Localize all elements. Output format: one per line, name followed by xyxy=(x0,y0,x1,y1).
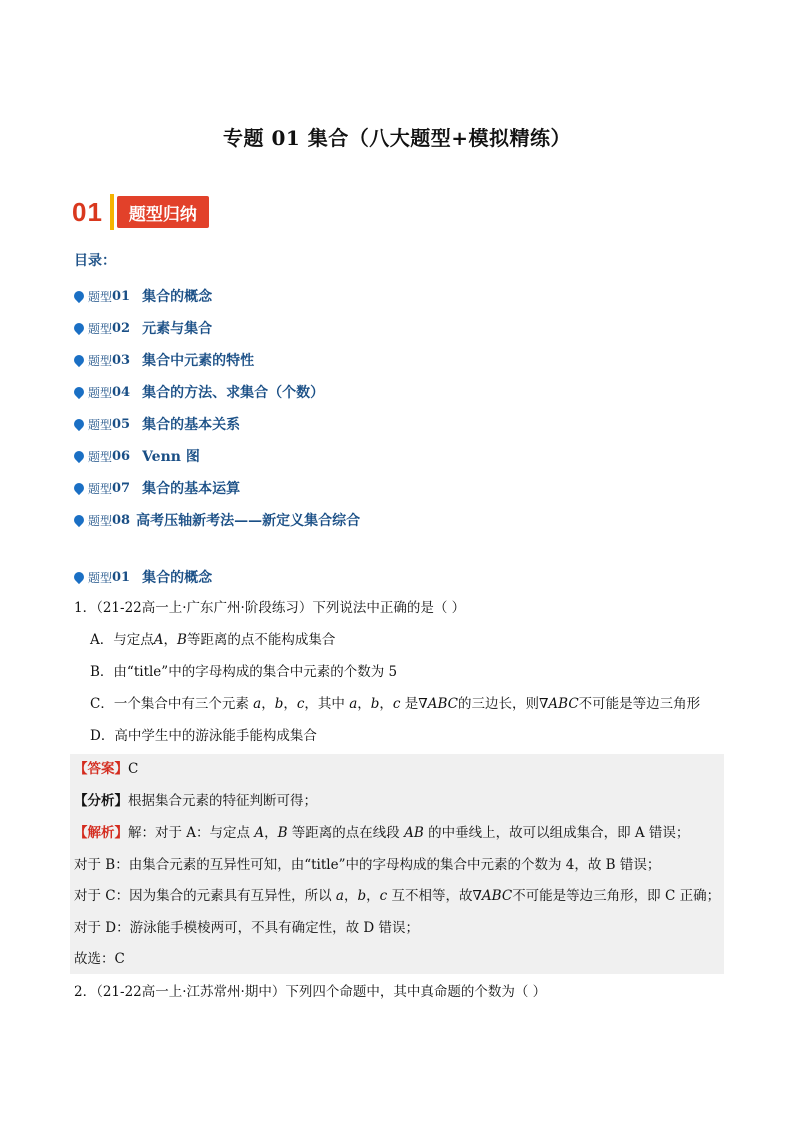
text: 互不相等，故 xyxy=(387,888,473,904)
math-triangle: ∇ABC xyxy=(418,696,458,712)
math-var: A xyxy=(153,632,164,648)
question-2-stem: 2．（21-22高一上·江苏常州·期中）下列四个命题中，其中真命题的个数为（ ） xyxy=(74,984,547,1000)
text: ， xyxy=(264,825,278,841)
solution-line-5: 故选：C xyxy=(74,951,125,967)
text: ， xyxy=(343,888,358,904)
text: ， xyxy=(379,696,393,712)
toc-item-number: 07 xyxy=(112,480,131,496)
toc-heading: 目录： xyxy=(74,253,116,269)
math-triangle: ∇ABC xyxy=(538,696,579,712)
toc-item-06[interactable] xyxy=(74,440,360,472)
math-var: b xyxy=(357,888,367,904)
toc-item-title: 集合的概念 xyxy=(142,289,213,305)
math-var: B xyxy=(277,825,288,841)
text: ， xyxy=(261,696,275,712)
location-pin-icon xyxy=(72,321,86,335)
text: ， xyxy=(283,696,297,712)
location-pin-icon xyxy=(72,353,86,367)
text: 等距离的点不能构成集合 xyxy=(186,632,336,648)
math-var: A xyxy=(254,825,265,841)
section-badge-divider xyxy=(110,194,114,230)
text: 不可能是等边三角形，即 C 正确； xyxy=(512,888,721,904)
section-heading-number: 01 xyxy=(112,569,131,585)
math-var: a xyxy=(335,888,344,904)
analysis-line xyxy=(74,791,317,811)
toc-item-tag: 题型 xyxy=(88,481,113,496)
solution-line-3 xyxy=(74,886,720,906)
location-pin-icon xyxy=(72,513,86,527)
toc-item-03[interactable] xyxy=(74,344,360,376)
location-pin-icon xyxy=(72,570,86,584)
toc-item-title: 集合的基本关系 xyxy=(142,417,241,433)
math-var: b xyxy=(370,696,380,712)
text: 对于 C：因为集合的元素具有互异性，所以 xyxy=(74,888,336,904)
toc-item-02[interactable] xyxy=(74,312,360,344)
question-1-option-d: D．高中学生中的游泳能手能构成集合 xyxy=(90,728,317,744)
answer-tag: 【答案】 xyxy=(74,761,128,777)
text: 不可能是等边三角形 xyxy=(578,696,701,712)
text: 的中垂线上，故可以组成集合，即 A 错误； xyxy=(423,825,690,841)
answer-value: C xyxy=(128,761,139,777)
toc-item-number: 08 xyxy=(112,512,131,528)
toc-item-tag: 题型 xyxy=(88,385,113,400)
math-var: b xyxy=(274,696,284,712)
solution-tag: 【解析】 xyxy=(74,825,128,841)
toc-item-number: 05 xyxy=(112,416,131,432)
section-badge-label: 题型归纳 xyxy=(117,196,209,228)
location-pin-icon xyxy=(72,385,86,399)
toc-item-01[interactable] xyxy=(74,280,360,312)
section-heading-tag: 题型 xyxy=(88,570,113,585)
toc-item-tag: 题型 xyxy=(88,321,113,336)
analysis-tag: 【分析】 xyxy=(74,793,128,809)
solution-line-2: 对于 B：由集合元素的互异性可知，由“title”中的字母构成的集合中元素的个数为 4，故 B 错误； xyxy=(74,857,661,873)
toc-item-number: 04 xyxy=(112,384,131,400)
location-pin-icon xyxy=(72,417,86,431)
toc-item-tag: 题型 xyxy=(88,417,113,432)
toc-item-number: 02 xyxy=(112,320,131,336)
table-of-contents xyxy=(74,280,360,536)
toc-item-title: 高考压轴新考法——新定义集合综合 xyxy=(136,513,361,529)
location-pin-icon xyxy=(72,481,86,495)
toc-item-05[interactable] xyxy=(74,408,360,440)
math-var: B xyxy=(177,632,187,648)
text: ，其中 xyxy=(304,696,350,712)
solution-line-4: 对于 D：游泳能手模棱两可，不具有确定性，故 D 错误； xyxy=(74,920,420,936)
solution-line-1 xyxy=(74,823,689,843)
toc-item-number: 01 xyxy=(112,288,131,304)
text: ， xyxy=(357,696,371,712)
math-triangle: ∇ABC xyxy=(472,888,513,904)
section-badge xyxy=(72,192,209,232)
math-var: a xyxy=(349,696,358,712)
math-var: AB xyxy=(404,825,424,841)
question-1-option-b: B．由“title”中的字母构成的集合中元素的个数为 5 xyxy=(90,664,398,680)
text: 等距离的点在线段 xyxy=(287,825,405,841)
document-title: 专题 01 集合（八大题型+模拟精练） xyxy=(222,126,571,150)
toc-item-title: Venn 图 xyxy=(142,449,200,465)
toc-item-title: 集合的方法、求集合（个数） xyxy=(142,385,325,401)
toc-item-tag: 题型 xyxy=(88,289,113,304)
math-var: c xyxy=(379,888,388,904)
math-var: c xyxy=(296,696,305,712)
question-1-option-c xyxy=(90,694,700,714)
section-badge-number: 01 xyxy=(72,196,103,227)
toc-item-07[interactable] xyxy=(74,472,360,504)
toc-item-04[interactable] xyxy=(74,376,360,408)
text: 的三边长，则 xyxy=(457,696,539,712)
toc-item-title: 集合的基本运算 xyxy=(142,481,241,497)
text: 是 xyxy=(400,696,419,712)
toc-item-tag: 题型 xyxy=(88,353,113,368)
question-1-stem: 1．（21-22高一上·广东广州·阶段练习）下列说法中正确的是（ ） xyxy=(74,600,466,616)
location-pin-icon xyxy=(72,449,86,463)
toc-item-08[interactable] xyxy=(74,504,360,536)
answer-line xyxy=(74,759,138,779)
section-heading-title: 集合的概念 xyxy=(142,570,213,586)
math-var: a xyxy=(253,696,262,712)
toc-item-number: 06 xyxy=(112,448,131,464)
math-var: c xyxy=(392,696,401,712)
text: A．与定点 xyxy=(90,632,154,648)
toc-item-tag: 题型 xyxy=(88,449,113,464)
text: C．一个集合中有三个元素 xyxy=(90,696,254,712)
section-heading xyxy=(74,566,212,588)
text: 解：对于 A：与定点 xyxy=(128,825,255,841)
toc-item-title: 元素与集合 xyxy=(142,321,213,337)
text: ， xyxy=(366,888,380,904)
text: ， xyxy=(163,632,177,648)
location-pin-icon xyxy=(72,289,86,303)
question-1-option-a xyxy=(90,630,335,650)
toc-item-tag: 题型 xyxy=(88,513,113,528)
analysis-text: 根据集合元素的特征判断可得； xyxy=(128,793,317,809)
toc-item-title: 集合中元素的特性 xyxy=(142,353,255,369)
toc-item-number: 03 xyxy=(112,352,131,368)
